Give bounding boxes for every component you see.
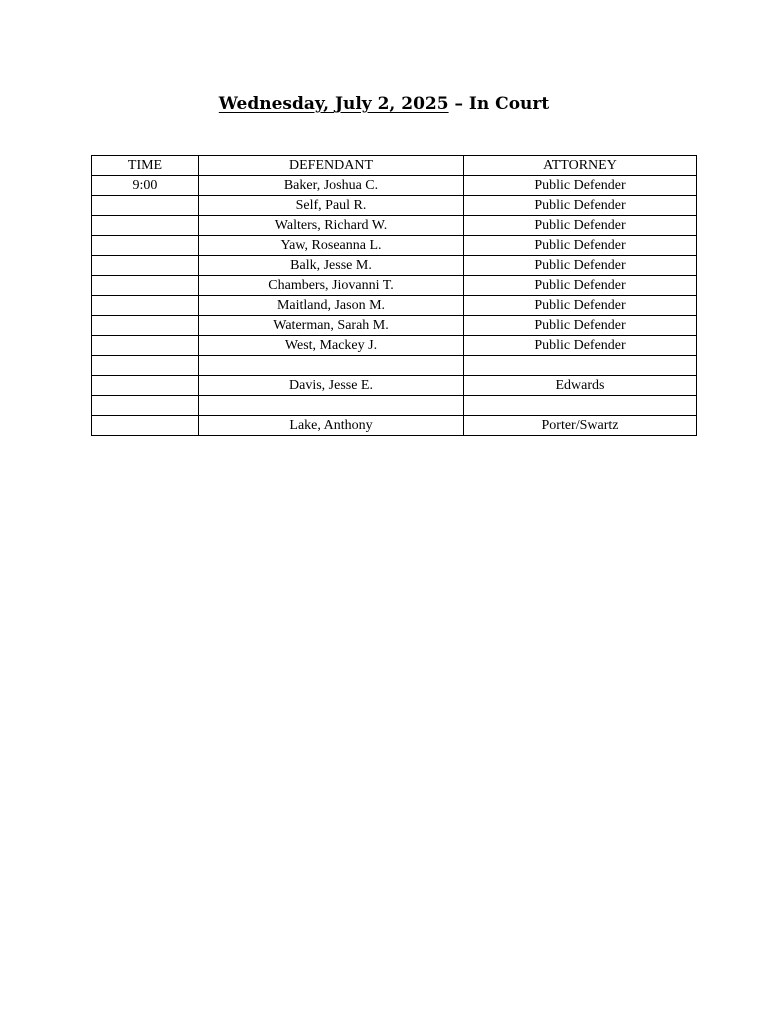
attorney-cell: Public Defender xyxy=(464,216,697,236)
defendant-cell: Waterman, Sarah M. xyxy=(199,316,464,336)
defendant-cell: Self, Paul R. xyxy=(199,196,464,216)
table-row xyxy=(92,356,697,376)
attorney-cell: Public Defender xyxy=(464,196,697,216)
attorney-cell: Public Defender xyxy=(464,176,697,196)
time-cell xyxy=(92,236,199,256)
table-row xyxy=(92,276,697,296)
time-cell xyxy=(92,396,199,416)
defendant-cell: Chambers, Jiovanni T. xyxy=(199,276,464,296)
time-cell xyxy=(92,336,199,356)
table-row xyxy=(92,376,697,396)
table-row xyxy=(92,396,697,416)
attorney-cell: Public Defender xyxy=(464,256,697,276)
attorney-cell: Public Defender xyxy=(464,336,697,356)
attorney-cell xyxy=(464,396,697,416)
time-cell xyxy=(92,316,199,336)
defendant-cell: Maitland, Jason M. xyxy=(199,296,464,316)
time-cell xyxy=(92,216,199,236)
attorney-cell: Public Defender xyxy=(464,316,697,336)
header-defendant: DEFENDANT xyxy=(199,156,464,176)
defendant-cell: Balk, Jesse M. xyxy=(199,256,464,276)
time-cell xyxy=(92,196,199,216)
table-row xyxy=(92,316,697,336)
header-row xyxy=(92,156,697,176)
title-suffix: – In Court xyxy=(448,94,550,114)
court-schedule-table xyxy=(91,155,697,436)
time-cell xyxy=(92,276,199,296)
attorney-cell: Porter/Swartz xyxy=(464,416,697,436)
defendant-cell: Lake, Anthony xyxy=(199,416,464,436)
defendant-cell: Walters, Richard W. xyxy=(199,216,464,236)
defendant-cell: Davis, Jesse E. xyxy=(199,376,464,396)
table-row xyxy=(92,296,697,316)
header-attorney: ATTORNEY xyxy=(464,156,697,176)
attorney-cell: Edwards xyxy=(464,376,697,396)
table-row xyxy=(92,236,697,256)
defendant-cell xyxy=(199,356,464,376)
attorney-cell: Public Defender xyxy=(464,296,697,316)
defendant-cell: Baker, Joshua C. xyxy=(199,176,464,196)
header-time: TIME xyxy=(92,156,199,176)
time-cell: 9:00 xyxy=(92,176,199,196)
defendant-cell: Yaw, Roseanna L. xyxy=(199,236,464,256)
time-cell xyxy=(92,296,199,316)
time-cell xyxy=(92,356,199,376)
attorney-cell: Public Defender xyxy=(464,276,697,296)
table-row xyxy=(92,176,697,196)
time-cell xyxy=(92,256,199,276)
attorney-cell: Public Defender xyxy=(464,236,697,256)
page-title xyxy=(0,92,768,116)
attorney-cell xyxy=(464,356,697,376)
table-row xyxy=(92,416,697,436)
table-row xyxy=(92,256,697,276)
table-row xyxy=(92,196,697,216)
defendant-cell: West, Mackey J. xyxy=(199,336,464,356)
time-cell xyxy=(92,376,199,396)
table-row xyxy=(92,336,697,356)
defendant-cell xyxy=(199,396,464,416)
table-row xyxy=(92,216,697,236)
title-date: Wednesday, July 2, 2025 xyxy=(218,94,449,114)
time-cell xyxy=(92,416,199,436)
